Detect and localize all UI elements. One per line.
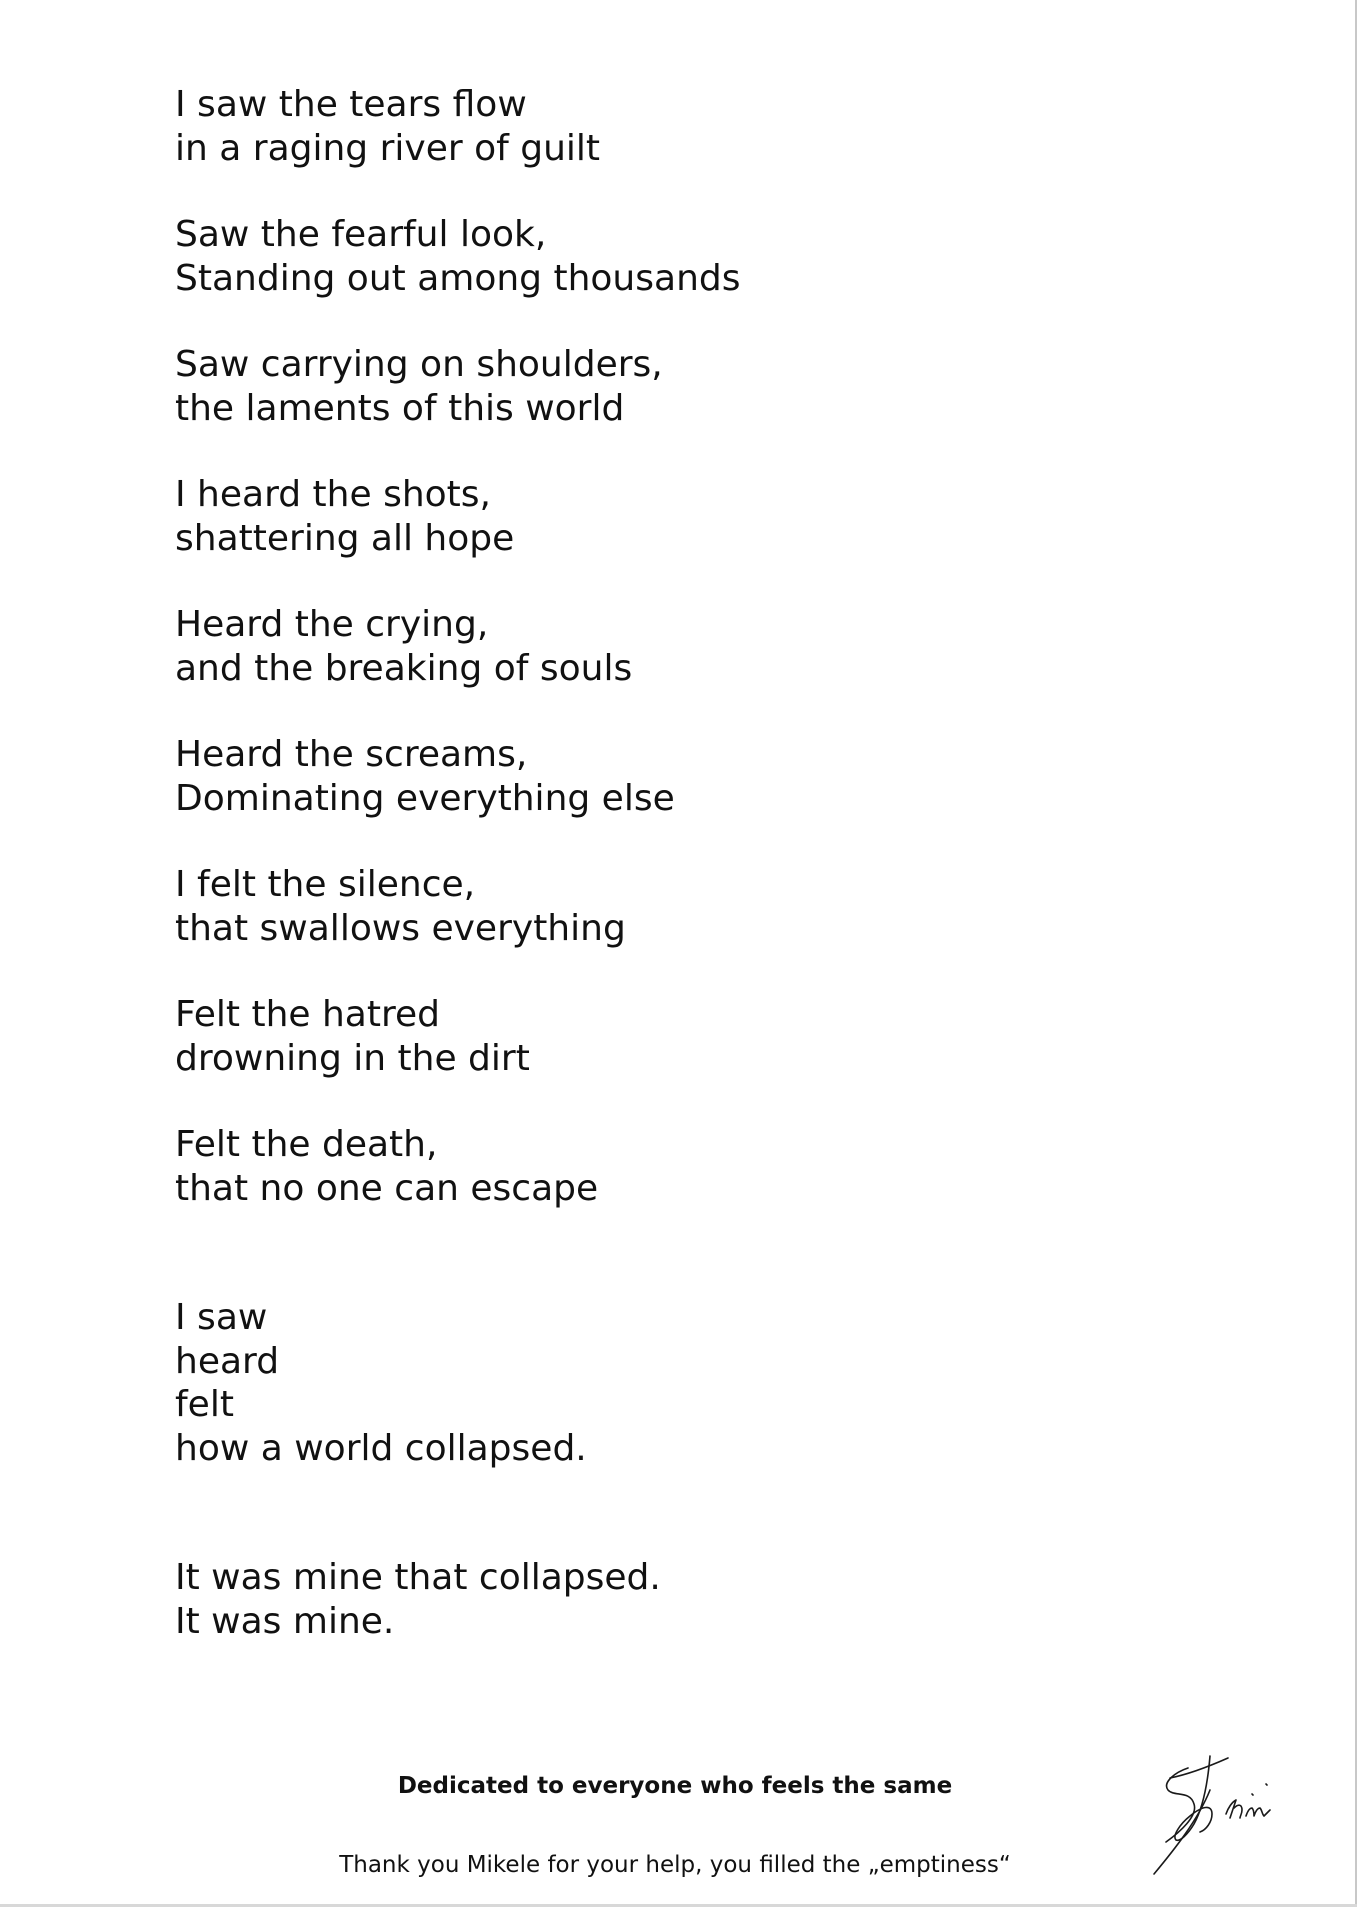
stanza (175, 863, 1075, 950)
poem-line: drowning in the dirt (175, 1037, 530, 1079)
poem-line: Saw the fearful look, (175, 214, 547, 255)
poem-line: shattering all hope (175, 517, 515, 559)
stanza (175, 343, 1075, 430)
poem-line: I saw (175, 1297, 268, 1338)
poem-line: I heard the shots, (175, 474, 491, 515)
poem-line: Heard the crying, (175, 604, 489, 645)
poem-line: heard (175, 1340, 280, 1382)
poem-line: and the breaking of souls (175, 647, 633, 689)
poem-line: that swallows everything (175, 907, 626, 949)
poem-line: Saw carrying on shoulders, (175, 344, 663, 385)
thanks-note: Thank you Mikele for your help, you filled the „emptiness“ (339, 1852, 1011, 1878)
poem-line: Felt the hatred (175, 994, 440, 1035)
dedication: Dedicated to everyone who feels the same (397, 1773, 953, 1799)
poem-line: I saw the tears flow (175, 84, 527, 125)
poem-line: Dominating everything else (175, 777, 675, 819)
poem-line: Standing out among thousands (175, 257, 741, 299)
stanza (175, 473, 1075, 560)
handwritten-signature-icon (1150, 1750, 1300, 1880)
poem-line: It was mine that collapsed. (175, 1557, 661, 1598)
poem-line: felt (175, 1384, 234, 1425)
stanza (175, 83, 1075, 170)
poem-line: Felt the death, (175, 1124, 438, 1165)
poem (175, 83, 1075, 1686)
poem-line: It was mine. (175, 1600, 395, 1642)
stanza (175, 993, 1075, 1080)
stanza (175, 213, 1075, 300)
poem-line: in a raging river of guilt (175, 127, 601, 169)
poem-line: the laments of this world (175, 387, 625, 429)
poem-line: that no one can escape (175, 1167, 599, 1209)
stanza (175, 1123, 1075, 1210)
stanza (175, 1556, 1075, 1643)
stanza (175, 733, 1075, 820)
stanza (175, 1296, 1075, 1470)
poem-line: Heard the screams, (175, 734, 528, 775)
poem-line: how a world collapsed. (175, 1427, 587, 1469)
stanza (175, 603, 1075, 690)
poem-line: I felt the silence, (175, 864, 476, 905)
